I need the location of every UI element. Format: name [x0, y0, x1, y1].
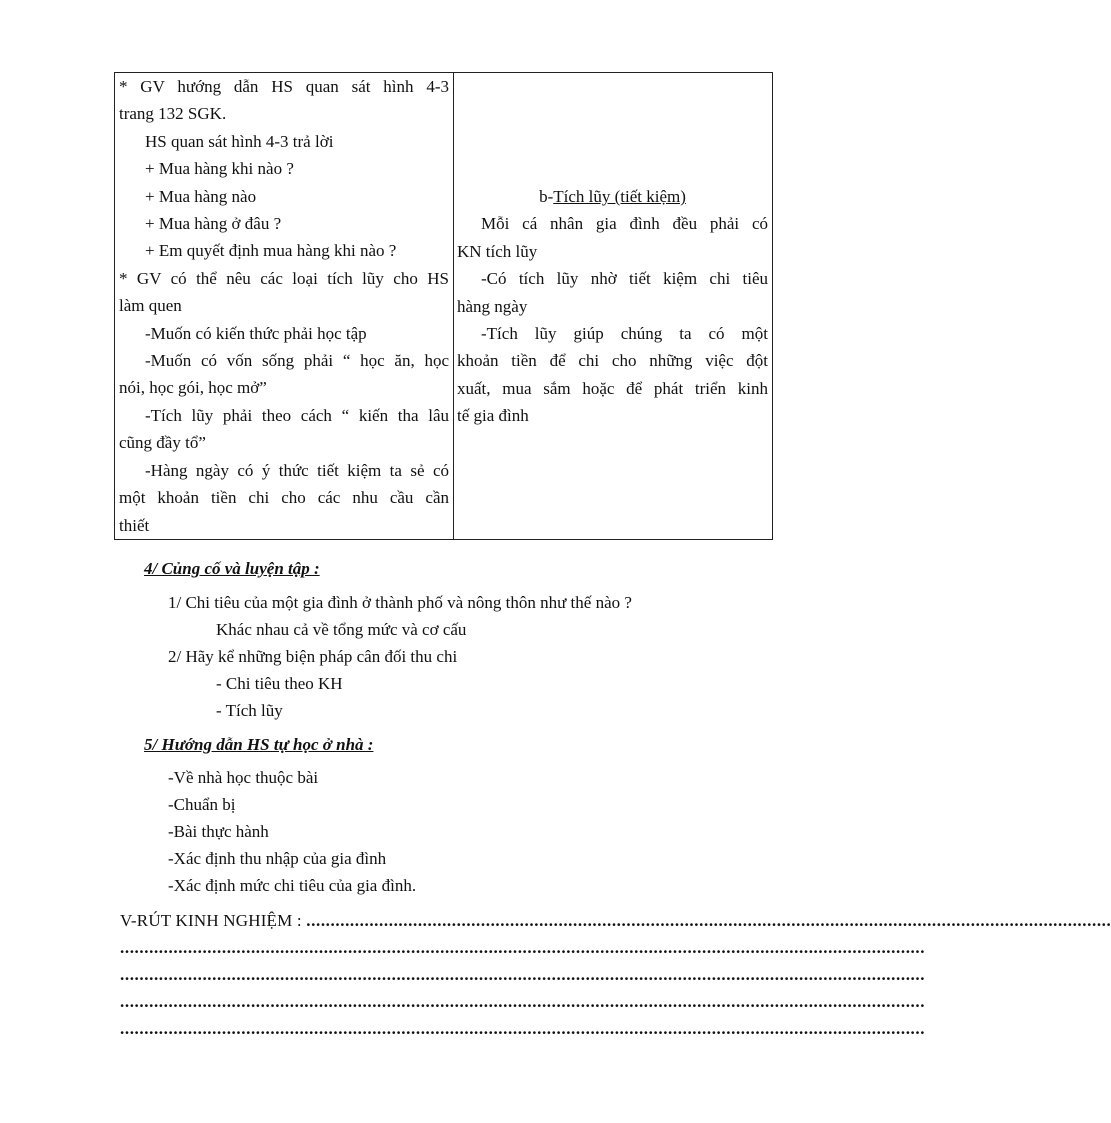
section-b-prefix: b- — [539, 187, 554, 206]
answer-1: Khác nhau cả về tổng mức và cơ cấu — [216, 620, 467, 639]
left-line-17: thiết — [119, 515, 150, 535]
left-line-12: nói, học gói, học mở” — [119, 378, 267, 398]
right-line-7: xuất, mua sắm hoặc để phát triển kinh — [457, 378, 768, 398]
left-line-9: làm quen — [119, 296, 182, 316]
left-line-3: HS quan sát hình 4-3 trả lời — [145, 131, 334, 151]
right-line-3: -Có tích lũy nhờ tiết kiệm chi tiêu — [481, 269, 768, 289]
answer-2-item-2: - Tích lũy — [216, 701, 283, 720]
right-line-4: hàng ngày — [457, 296, 528, 316]
lesson-table — [114, 72, 773, 540]
left-line-8: * GV có thể nêu các loại tích lũy cho HS — [119, 268, 449, 288]
question-1: 1/ Chi tiêu của một gia đình ở thành phố và nông thôn như thế nào ? — [168, 593, 632, 612]
experience-notes-line-3: ...................................................................................................................................................................... — [120, 965, 926, 984]
section-5-heading: 5/ Hướng dẫn HS tự học ở nhà : — [144, 735, 374, 754]
right-line-5: -Tích lũy giúp chúng ta có một — [481, 324, 768, 344]
answer-2-item-1: - Chi tiêu theo KH — [216, 674, 343, 693]
homework-item-1: -Về nhà học thuộc bài — [168, 768, 319, 787]
left-line-14: cũng đầy tổ” — [119, 433, 206, 453]
left-line-7: + Em quyết định mua hàng khi nào ? — [145, 241, 397, 261]
left-line-10: -Muốn có kiến thức phải học tập — [145, 323, 367, 343]
section-b-heading — [457, 183, 768, 210]
right-line-8: tế gia đình — [457, 406, 529, 426]
experience-notes-line-1 — [120, 907, 1111, 934]
homework-item-4: -Xác định thu nhập của gia đình — [168, 849, 387, 868]
content-spacer — [457, 73, 768, 183]
homework-item-2: -Chuẩn bị — [168, 795, 236, 814]
right-line-6: khoản tiền để chi cho những việc đột — [457, 351, 768, 371]
section-4-heading: 4/ Củng cố và luyện tập : — [144, 559, 320, 578]
question-2: 2/ Hãy kể những biện pháp cân đối thu chi — [168, 647, 458, 666]
experience-notes-label: V-RÚT KINH NGHIỆM : — [120, 911, 302, 930]
right-line-2: KN tích lũy — [457, 241, 538, 261]
left-line-15: -Hàng ngày có ý thức tiết kiệm ta sẻ có — [145, 460, 449, 480]
left-line-13: -Tích lũy phải theo cách “ kiến tha lâu — [145, 405, 449, 425]
left-line-16: một khoản tiền chi cho các nhu cầu cần — [119, 488, 449, 508]
experience-notes-line-2: ...................................................................................................................................................................... — [120, 938, 926, 957]
section-b-title: Tích lũy (tiết kiệm) — [553, 187, 686, 206]
left-line-2: trang 132 SGK. — [119, 104, 227, 124]
left-line-4: + Mua hàng khi nào ? — [145, 159, 294, 179]
teacher-student-activities-cell — [115, 73, 454, 540]
experience-notes-line-4: ...................................................................................................................................................................... — [120, 992, 926, 1011]
left-line-5: + Mua hàng nào — [145, 186, 257, 206]
homework-item-5: -Xác định mức chi tiêu của gia đình. — [168, 876, 417, 895]
homework-item-3: -Bài thực hành — [168, 822, 269, 841]
left-line-6: + Mua hàng ở đâu ? — [145, 214, 282, 234]
left-line-1: * GV hướng dẫn HS quan sát hình 4-3 — [119, 77, 449, 96]
lesson-content-cell — [454, 73, 773, 540]
left-line-11: -Muốn có vốn sống phải “ học ăn, học — [145, 351, 449, 371]
dotted-fill: ...................................................................................................................................................................... — [306, 911, 1111, 930]
experience-notes-line-5: ...................................................................................................................................................................... — [120, 1019, 926, 1038]
right-line-1: Mỗi cá nhân gia đình đều phải có — [481, 214, 768, 234]
